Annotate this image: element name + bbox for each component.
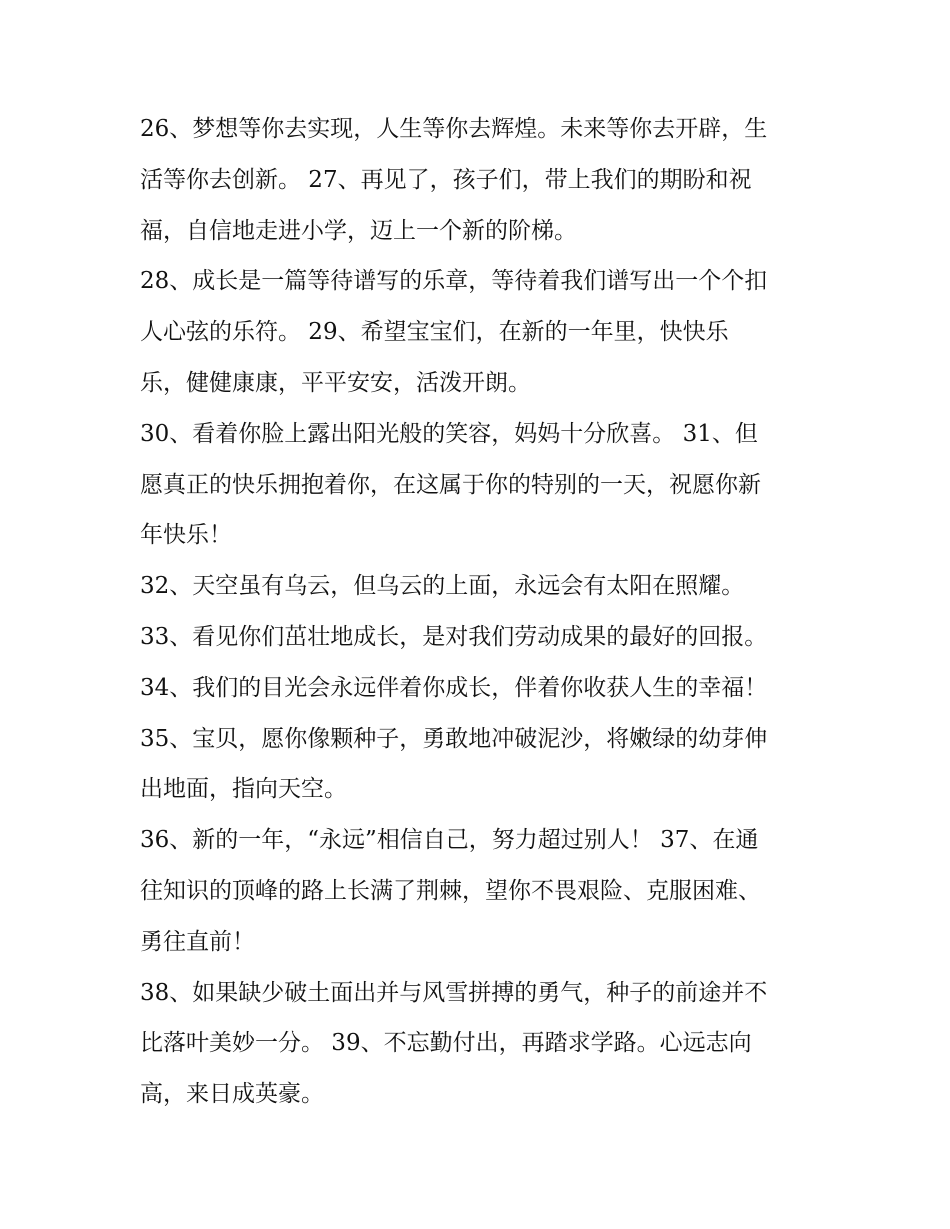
document-body <box>140 104 820 1120</box>
text-line: 38、如果缺少破土面出并与风雪拼搏的勇气，种子的前途并不 <box>140 979 768 1006</box>
text-line: 34、我们的目光会永远伴着你成长，伴着你收获人生的幸福！ <box>140 674 768 701</box>
text-line: 愿真正的快乐拥抱着你，在这属于你的特别的一天，祝愿你新 <box>140 471 761 498</box>
text-line: 乐，健健康康，平平安安，活泼开朗。 <box>140 369 531 396</box>
text-line: 28、成长是一篇等待谱写的乐章，等待着我们谱写出一个个扣 <box>140 268 768 295</box>
paragraph-38 <box>140 968 820 1120</box>
text-line: 36、新的一年，“永远”相信自己，努力超过别人！ 37、在通 <box>140 827 759 854</box>
paragraph-32 <box>140 561 820 612</box>
text-line: 33、看见你们茁壮地成长，是对我们劳动成果的最好的回报。 <box>140 623 768 650</box>
text-line: 26、梦想等你去实现，人生等你去辉煌。未来等你去开辟，生 <box>140 116 768 142</box>
paragraph-33 <box>140 612 820 663</box>
paragraph-26 <box>140 104 820 256</box>
paragraph-30 <box>140 409 820 561</box>
text-line: 往知识的顶峰的路上长满了荆棘，望你不畏艰险、克服困难、 <box>140 877 761 904</box>
text-line: 比落叶美妙一分。 39、不忘勤付出，再踏求学路。心远志向 <box>140 1030 752 1057</box>
paragraph-36 <box>140 815 820 967</box>
paragraph-34 <box>140 663 820 714</box>
paragraph-35 <box>140 714 820 816</box>
paragraph-28 <box>140 256 820 408</box>
text-line: 高，来日成英豪。 <box>140 1081 324 1108</box>
text-line: 32、天空虽有乌云，但乌云的上面，永远会有太阳在照耀。 <box>140 573 745 600</box>
text-line: 活等你去创新。 27、再见了，孩子们，带上我们的期盼和祝 <box>140 166 752 193</box>
text-line: 30、看着你脸上露出阳光般的笑容，妈妈十分欣喜。 31、但 <box>140 420 758 447</box>
text-line: 勇往直前！ <box>140 928 255 955</box>
text-line: 人心弦的乐符。 29、希望宝宝们，在新的一年里，快快乐 <box>140 319 729 346</box>
text-line: 福，自信地走进小学，迈上一个新的阶梯。 <box>140 217 577 244</box>
text-line: 年快乐！ <box>140 522 232 549</box>
text-line: 出地面，指向天空。 <box>140 776 347 803</box>
text-line: 35、宝贝，愿你像颗种子，勇敢地冲破泥沙，将嫩绿的幼芽伸 <box>140 725 768 752</box>
